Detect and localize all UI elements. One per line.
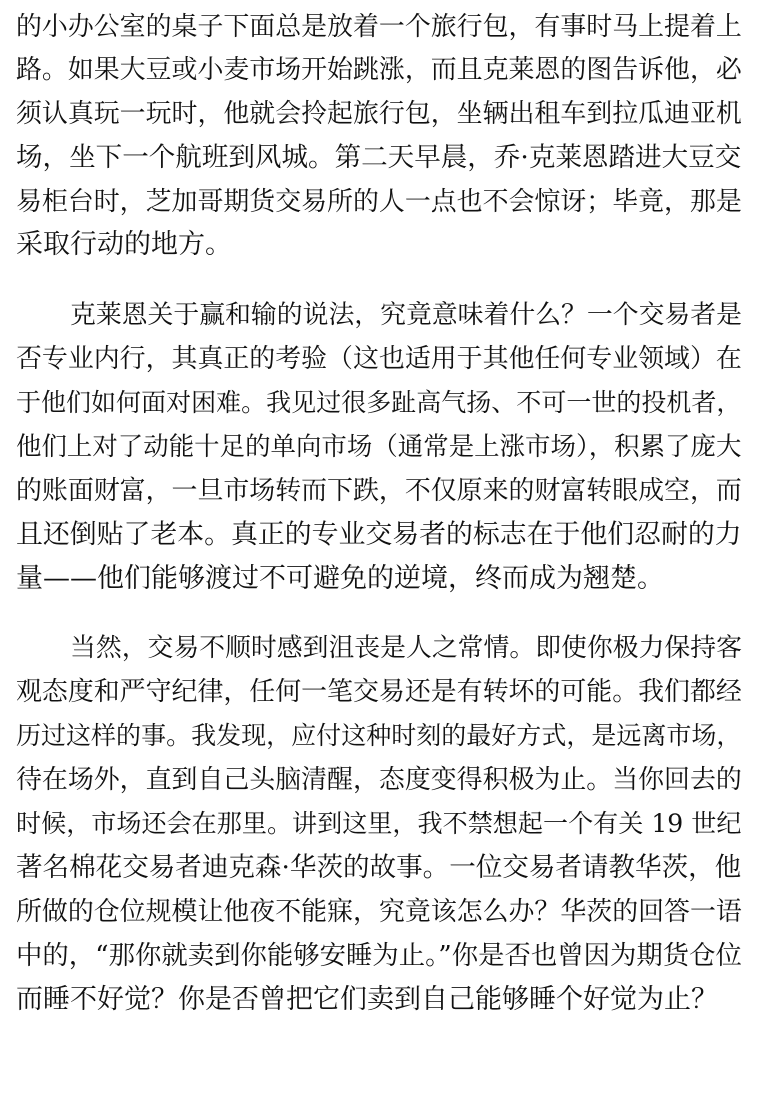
p3-line-6: 著名棉花交易者迪克森·华茨的故事。一位交易者请教华茨，他 bbox=[16, 852, 742, 883]
p1-line-1: 的小办公室的桌子下面总是放着一个旅行包，有事时马上提着上 bbox=[16, 12, 742, 42]
p3-line-2: 观态度和严守纪律，任何一笔交易还是有转坏的可能。我们都经 bbox=[16, 677, 742, 707]
p3-line-8: 中的，“那你就卖到你能够安睡为止。”你是否也曾因为期货仓位 bbox=[16, 941, 742, 971]
p2-line-1: 克莱恩关于赢和输的说法，究竟意味着什么？一个交易者是 bbox=[70, 300, 742, 330]
p2-line-6: 且还倒贴了老本。真正的专业交易者的标志在于他们忍耐的力 bbox=[16, 519, 742, 550]
p2-line-4: 他们上对了动能十足的单向市场（通常是上涨市场），积累了庞大 bbox=[16, 432, 742, 462]
p1-line-3: 须认真玩一玩时，他就会拎起旅行包，坐辆出租车到拉瓜迪亚机 bbox=[16, 99, 742, 129]
p2-line-2: 否专业内行，其真正的考验（这也适用于其他任何专业领域）在 bbox=[16, 344, 742, 374]
p1-line-4: 场，坐下一个航班到风城。第二天早晨，乔·克莱恩踏进大豆交 bbox=[16, 142, 742, 173]
p3-line-5: 时候，市场还会在那里。讲到这里，我不禁想起一个有关 19 世纪 bbox=[16, 809, 742, 838]
p2-line-5: 的账面财富，一旦市场转而下跌，不仅原来的财富转眼成空，而 bbox=[16, 476, 742, 506]
p3-line-3: 历过这样的事。我发现，应付这种时刻的最好方式，是远离市场， bbox=[16, 721, 742, 750]
p3-line-7: 所做的仓位规模让他夜不能寐，究竟该怎么办？华茨的回答一语 bbox=[16, 897, 742, 927]
p2-line-3: 于他们如何面对困难。我见过很多趾高气扬、不可一世的投机者， bbox=[16, 388, 742, 417]
p1-line-2: 路。如果大豆或小麦市场开始跳涨，而且克莱恩的图告诉他，必 bbox=[16, 55, 742, 85]
p3-line-9: 而睡不好觉？你是否曾把它们卖到自己能够睡个好觉为止？ bbox=[16, 984, 718, 1015]
p2-line-7: 量——他们能够渡过不可避免的逆境，终而成为翘楚。 bbox=[16, 563, 664, 594]
p1-line-5: 易柜台时，芝加哥期货交易所的人一点也不会惊讶；毕竟，那是 bbox=[16, 187, 742, 217]
p3-line-4: 待在场外，直到自己头脑清醒，态度变得积极为止。当你回去的 bbox=[16, 765, 742, 795]
p3-line-1: 当然，交易不顺时感到沮丧是人之常情。即使你极力保持客 bbox=[70, 633, 742, 663]
p1-line-6: 采取行动的地方。 bbox=[16, 229, 232, 260]
